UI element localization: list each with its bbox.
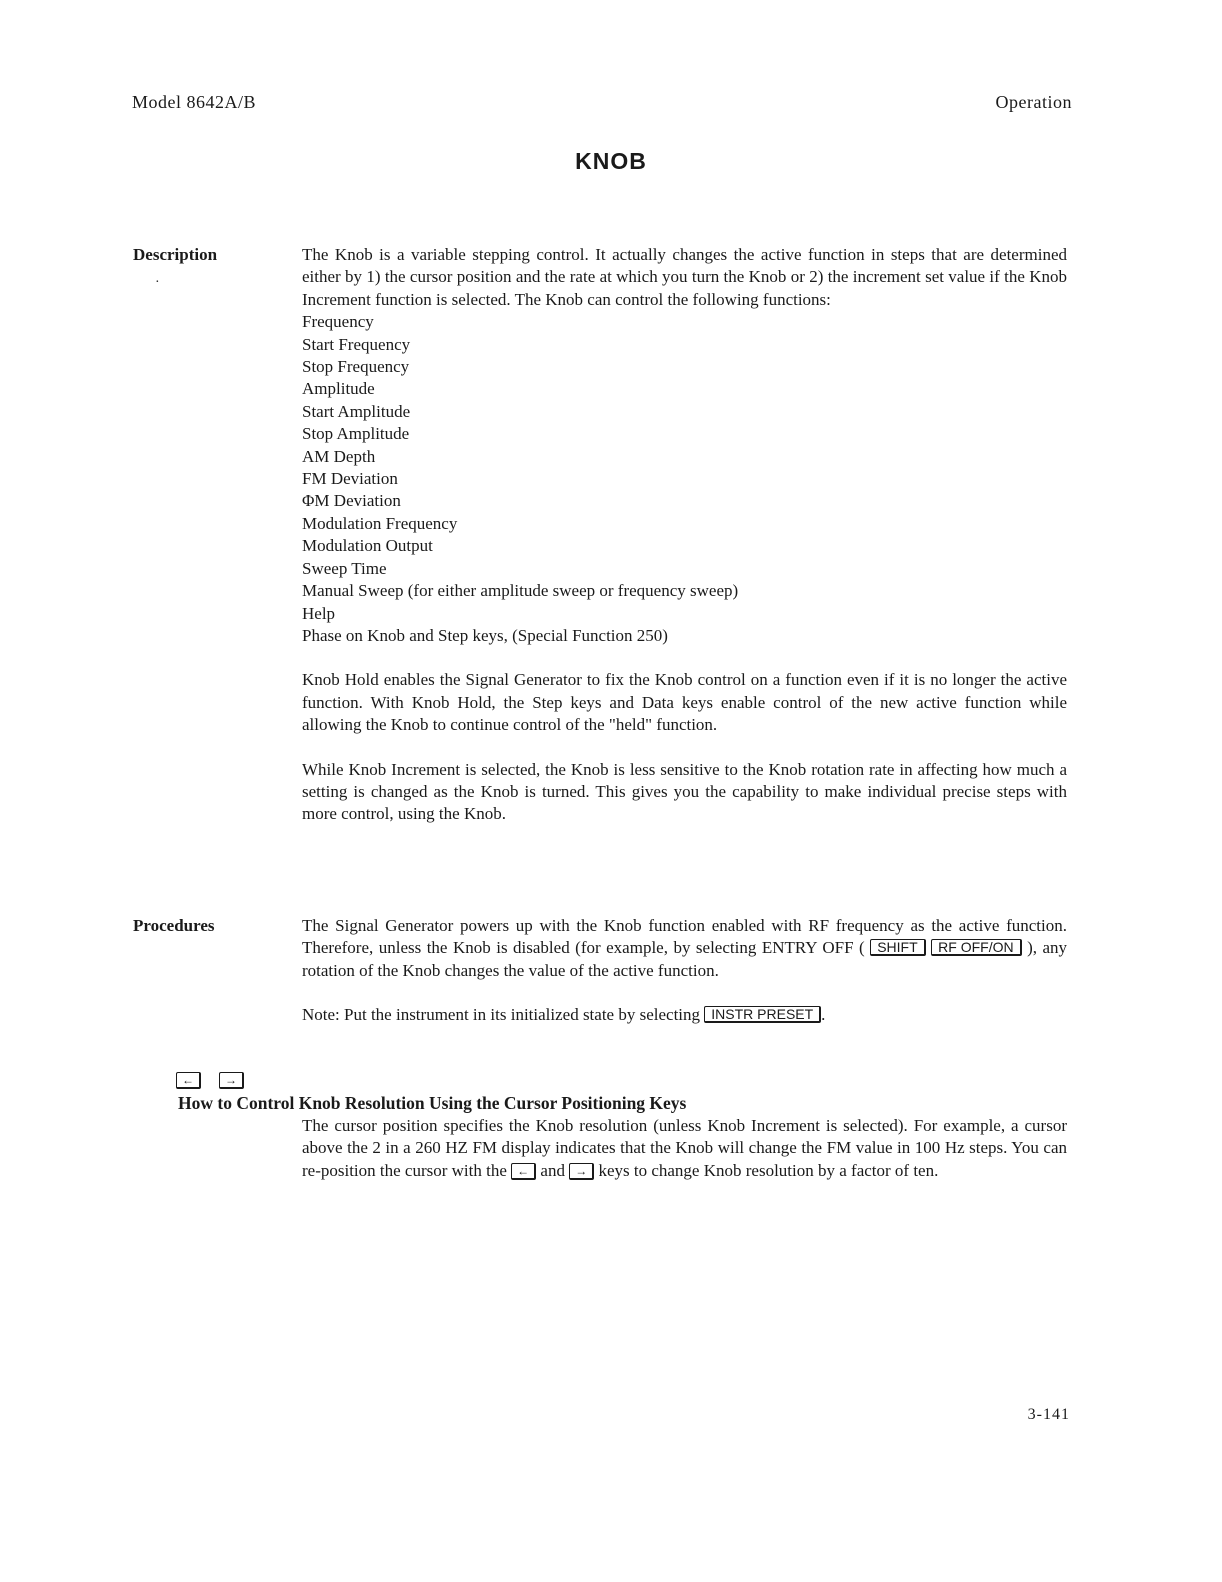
list-item: AM Depth: [302, 446, 376, 466]
list-item: Start Amplitude: [302, 401, 411, 421]
right-arrow-key-icon: →: [219, 1072, 244, 1089]
list-item: Modulation Output: [302, 536, 433, 556]
procedures-section: [302, 915, 1067, 1027]
header-model: Model 8642A/B: [132, 92, 257, 112]
right-arrow-key-icon: →: [569, 1163, 594, 1180]
left-arrow-key-icon: ←: [176, 1072, 201, 1089]
cursor-key-icons: [176, 1072, 258, 1090]
howto-section: [302, 1115, 1067, 1182]
note-text-b: .: [821, 1005, 826, 1025]
rf-off-on-key: RF OFF/ON: [931, 939, 1021, 956]
header-section: Operation: [995, 92, 1072, 112]
list-item: Help: [302, 603, 336, 623]
page-title: KNOB: [575, 148, 647, 174]
howto-text-a: The cursor position specifies the Knob resolution (unless Knob Increment is selected). For example, a cursor above the 2 in a 260 HZ FM display indicates that the Knob will change the FM value in 100 Hz steps. You can re-position the cursor with the: [302, 1116, 1067, 1180]
page-number: 3-141: [1027, 1406, 1070, 1423]
list-item: Start Frequency: [302, 334, 411, 354]
list-item: Amplitude: [302, 379, 375, 399]
howto-heading: How to Control Knob Resolution Using the Cursor Positioning Keys: [178, 1093, 687, 1113]
list-item: Sweep Time: [302, 558, 387, 578]
description-intro: The Knob is a variable stepping control. It actually changes the active function in steps that are determined either by 1) the cursor position and the rate at which you turn the Knob or 2) the increment set value if the Knob Increment function is selected. The Knob can control the following functions:: [302, 245, 1067, 309]
list-item: Stop Frequency: [302, 357, 410, 377]
stray-dot: ·: [155, 275, 160, 290]
instr-preset-key: INSTR PRESET: [704, 1006, 821, 1023]
shift-key: SHIFT: [870, 939, 925, 956]
howto-paragraph: [302, 1115, 1067, 1182]
left-arrow-key-icon: ←: [511, 1163, 536, 1180]
procedures-text-a: The Signal Generator powers up with the Knob function enabled with RF frequency as the active function. Therefore, unless the Knob is disabled (for example, by selecting ENTRY OFF (: [302, 916, 1067, 958]
function-list: [302, 311, 1067, 647]
list-item: Frequency: [302, 312, 374, 332]
list-item: ΦM Deviation: [302, 491, 401, 511]
procedures-text-b: ), any rotation of the Knob changes the value of the active function.: [302, 938, 1068, 980]
knob-hold-paragraph: Knob Hold enables the Signal Generator to fix the Knob control on a function even if it is no longer the active function. With Knob Hold, the Step keys and Data keys enable control of the new active function while allowing the Knob to continue control of the "held" function.: [302, 670, 1067, 735]
howto-text-and: and: [540, 1160, 565, 1180]
knob-increment-paragraph: While Knob Increment is selected, the Knob is less sensitive to the Knob rotation rate in affecting how much a setting is changed as the Knob is turned. This gives you the capability to make individual precise steps with more control, using the Knob.: [302, 759, 1067, 824]
howto-text-b: keys to change Knob resolution by a factor of ten.: [598, 1160, 939, 1180]
note-paragraph: [302, 1004, 1067, 1026]
description-section: [302, 244, 1067, 826]
list-item: Modulation Frequency: [302, 513, 458, 533]
list-item: Manual Sweep (for either amplitude sweep or frequency sweep): [302, 581, 739, 601]
procedures-paragraph: [302, 915, 1067, 982]
procedures-label: Procedures: [133, 916, 215, 935]
list-item: Phase on Knob and Step keys, (Special Function 250): [302, 625, 668, 645]
list-item: Stop Amplitude: [302, 424, 410, 444]
list-item: FM Deviation: [302, 469, 398, 489]
description-label: Description: [133, 245, 218, 264]
note-text-a: Note: Put the instrument in its initialized state by selecting: [302, 1005, 701, 1025]
